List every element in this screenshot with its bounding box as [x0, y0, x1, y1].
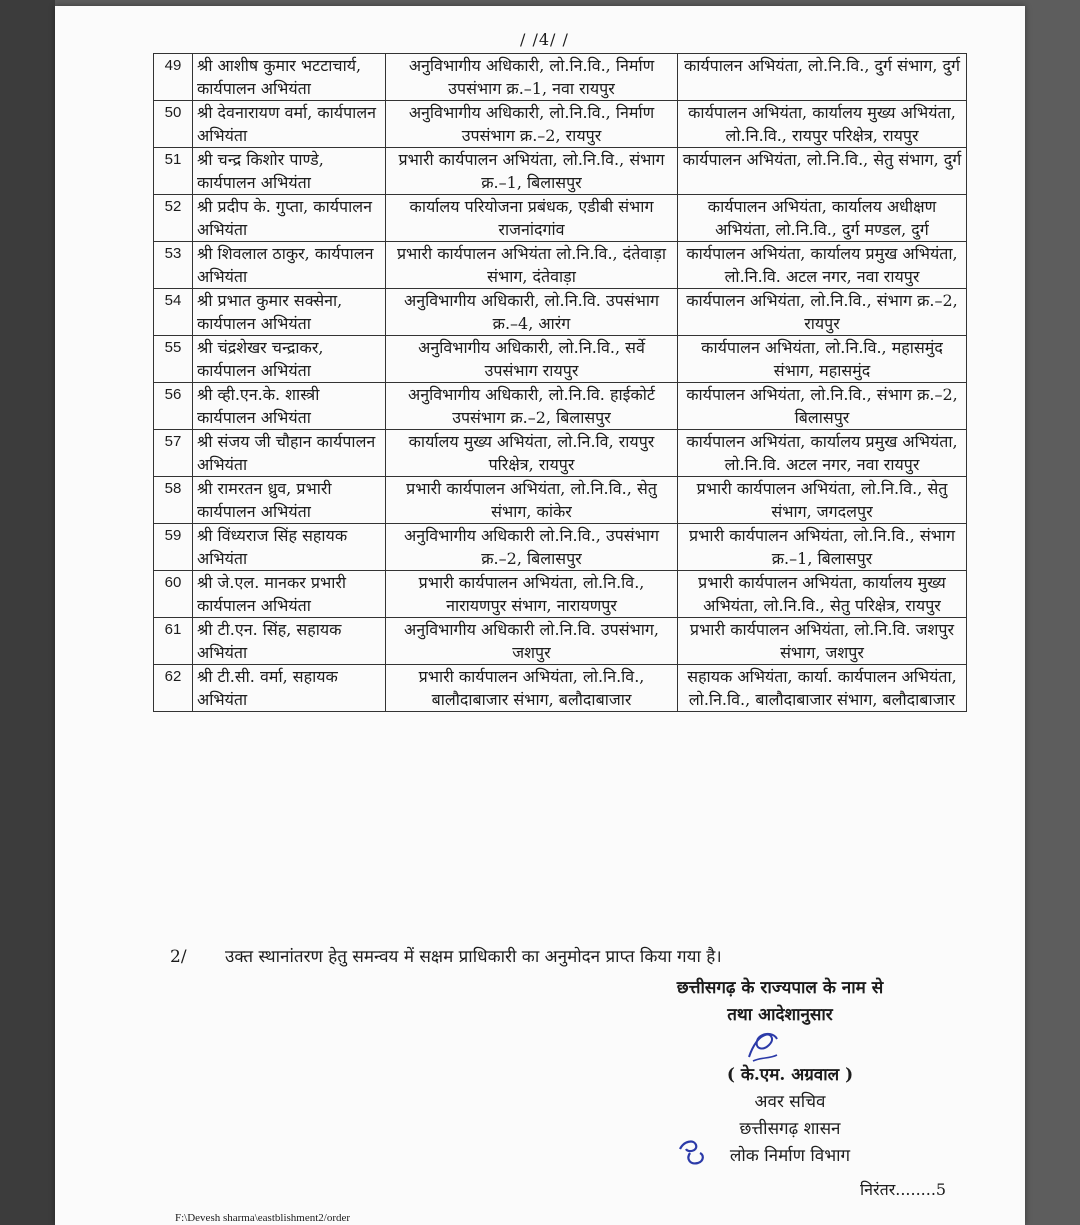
table-row	[154, 195, 967, 242]
current-posting-cell: प्रभारी कार्यपालन अभियंता, लो.नि.वि., संभाग क्र.–1, बिलासपुर	[386, 148, 678, 195]
officer-name-cell: श्री चंद्रशेखर चन्द्राकर, कार्यपालन अभियंता	[193, 336, 386, 383]
current-posting-cell: प्रभारी कार्यपालन अभियंता लो.नि.वि., दंतेवाड़ा संभाग, दंतेवाड़ा	[386, 242, 678, 289]
order-line-1: छत्तीसगढ़ के राज्यपाल के नाम से	[676, 978, 884, 998]
page-number: / /4/ /	[520, 30, 569, 49]
table-row	[154, 54, 967, 101]
current-posting-cell: कार्यालय मुख्य अभियंता, लो.नि.वि, रायपुर परिक्षेत्र, रायपुर	[386, 430, 678, 477]
new-posting-cell: सहायक अभियंता, कार्या. कार्यपालन अभियंता, लो.नि.वि., बालौदाबाजार संभाग, बलौदाबाजार	[678, 665, 967, 712]
new-posting-cell: कार्यपालन अभियंता, कार्यालय मुख्य अभियंता, लो.नि.वि., रायपुर परिक्षेत्र, रायपुर	[678, 101, 967, 148]
officer-name-cell: श्री शिवलाल ठाकुर, कार्यपालन अभियंता	[193, 242, 386, 289]
table-row	[154, 524, 967, 571]
table-row	[154, 383, 967, 430]
officer-name-cell: श्री विंध्यराज सिंह सहायक अभियंता	[193, 524, 386, 571]
current-posting-cell: कार्यालय परियोजना प्रबंधक, एडीबी संभाग राजनांदगांव	[386, 195, 678, 242]
continued-note: निरंतर........5	[860, 1180, 947, 1199]
officer-name-cell: श्री टी.एन. सिंह, सहायक अभियंता	[193, 618, 386, 665]
serial-number-cell: 61	[154, 618, 193, 665]
serial-number-cell: 57	[154, 430, 193, 477]
signature-mark	[743, 1027, 783, 1067]
signatory-department: लोक निर्माण विभाग	[729, 1146, 851, 1166]
signatory-designation: अवर सचिव	[754, 1092, 826, 1112]
table-row	[154, 289, 967, 336]
table-row	[154, 477, 967, 524]
officer-name-cell: श्री प्रभात कुमार सक्सेना, कार्यपालन अभियंता	[193, 289, 386, 336]
table-row	[154, 665, 967, 712]
new-posting-cell: कार्यपालन अभियंता, लो.नि.वि., दुर्ग संभाग, दुर्ग	[678, 54, 967, 101]
signatory-name: ( के.एम. अग्रवाल )	[726, 1065, 854, 1085]
serial-number-cell: 51	[154, 148, 193, 195]
officer-name-cell: श्री देवनारायण वर्मा, कार्यपालन अभियंता	[193, 101, 386, 148]
serial-number-cell: 60	[154, 571, 193, 618]
serial-number-cell: 54	[154, 289, 193, 336]
officer-name-cell: श्री व्ही.एन.के. शास्त्री कार्यपालन अभियंता	[193, 383, 386, 430]
table-row	[154, 101, 967, 148]
serial-number-cell: 56	[154, 383, 193, 430]
note-number: 2/	[170, 947, 187, 967]
new-posting-cell: प्रभारी कार्यपालन अभियंता, लो.नि.वि., संभाग क्र.–1, बिलासपुर	[678, 524, 967, 571]
current-posting-cell: अनुविभागीय अधिकारी, लो.नि.वि., निर्माण उपसंभाग क्र.–2, रायपुर	[386, 101, 678, 148]
serial-number-cell: 62	[154, 665, 193, 712]
serial-number-cell: 49	[154, 54, 193, 101]
signatory-government: छत्तीसगढ़ शासन	[739, 1119, 841, 1139]
table-row	[154, 336, 967, 383]
new-posting-cell: कार्यपालन अभियंता, कार्यालय प्रमुख अभियंता, लो.नि.वि. अटल नगर, नवा रायपुर	[678, 430, 967, 477]
new-posting-cell: कार्यपालन अभियंता, कार्यालय अधीक्षण अभियंता, लो.नि.वि., दुर्ग मण्डल, दुर्ग	[678, 195, 967, 242]
new-posting-cell: कार्यपालन अभियंता, लो.नि.वि., संभाग क्र.–2, रायपुर	[678, 289, 967, 336]
serial-number-cell: 52	[154, 195, 193, 242]
officer-name-cell: श्री रामरतन ध्रुव, प्रभारी कार्यपालन अभियंता	[193, 477, 386, 524]
serial-number-cell: 55	[154, 336, 193, 383]
new-posting-cell: प्रभारी कार्यपालन अभियंता, लो.नि.वि., सेतु संभाग, जगदलपुर	[678, 477, 967, 524]
table-row	[154, 618, 967, 665]
transfer-table	[153, 53, 967, 712]
initial-mark	[676, 1135, 708, 1169]
current-posting-cell: प्रभारी कार्यपालन अभियंता, लो.नि.वि., नारायणपुर संभाग, नारायणपुर	[386, 571, 678, 618]
current-posting-cell: प्रभारी कार्यपालन अभियंता, लो.नि.वि., सेतु संभाग, कांकेर	[386, 477, 678, 524]
table-row	[154, 571, 967, 618]
current-posting-cell: अनुविभागीय अधिकारी, लो.नि.वि. हाईकोर्ट उपसंभाग क्र.–2, बिलासपुर	[386, 383, 678, 430]
scan-shadow	[0, 0, 55, 1225]
current-posting-cell: अनुविभागीय अधिकारी, लो.नि.वि., निर्माण उपसंभाग क्र.–1, नवा रायपुर	[386, 54, 678, 101]
officer-name-cell: श्री आशीष कुमार भटटाचार्य, कार्यपालन अभियंता	[193, 54, 386, 101]
serial-number-cell: 53	[154, 242, 193, 289]
officer-name-cell: श्री जे.एल. मानकर प्रभारी कार्यपालन अभियंता	[193, 571, 386, 618]
serial-number-cell: 50	[154, 101, 193, 148]
serial-number-cell: 59	[154, 524, 193, 571]
serial-number-cell: 58	[154, 477, 193, 524]
officer-name-cell: श्री चन्द्र किशोर पाण्डे, कार्यपालन अभियंता	[193, 148, 386, 195]
officer-name-cell: श्री टी.सी. वर्मा, सहायक अभियंता	[193, 665, 386, 712]
note-text: उक्त स्थानांतरण हेतु समन्वय में सक्षम प्राधिकारी का अनुमोदन प्राप्त किया गया है।	[225, 947, 722, 967]
new-posting-cell: कार्यपालन अभियंता, लो.नि.वि., संभाग क्र.–2, बिलासपुर	[678, 383, 967, 430]
new-posting-cell: कार्यपालन अभियंता, कार्यालय प्रमुख अभियंता, लो.नि.वि. अटल नगर, नवा रायपुर	[678, 242, 967, 289]
new-posting-cell: कार्यपालन अभियंता, लो.नि.वि., सेतु संभाग, दुर्ग	[678, 148, 967, 195]
new-posting-cell: कार्यपालन अभियंता, लो.नि.वि., महासमुंद संभाग, महासमुंद	[678, 336, 967, 383]
approval-note	[170, 944, 722, 967]
new-posting-cell: प्रभारी कार्यपालन अभियंता, लो.नि.वि. जशपुर संभाग, जशपुर	[678, 618, 967, 665]
officer-name-cell: श्री प्रदीप के. गुप्ता, कार्यपालन अभियंता	[193, 195, 386, 242]
table-row	[154, 148, 967, 195]
table-row	[154, 430, 967, 477]
current-posting-cell: अनुविभागीय अधिकारी लो.नि.वि., उपसंभाग क्र.–2, बिलासपुर	[386, 524, 678, 571]
table-row	[154, 242, 967, 289]
current-posting-cell: अनुविभागीय अधिकारी, लो.नि.वि. उपसंभाग क्र.–4, आरंग	[386, 289, 678, 336]
current-posting-cell: प्रभारी कार्यपालन अभियंता, लो.नि.वि., बालौदाबाजार संभाग, बलौदाबाजार	[386, 665, 678, 712]
order-authority	[600, 975, 960, 1029]
current-posting-cell: अनुविभागीय अधिकारी लो.नि.वि. उपसंभाग, जशपुर	[386, 618, 678, 665]
officer-name-cell: श्री संजय जी चौहान कार्यपालन अभियंता	[193, 430, 386, 477]
current-posting-cell: अनुविभागीय अधिकारी, लो.नि.वि., सर्वे उपसंभाग रायपुर	[386, 336, 678, 383]
new-posting-cell: प्रभारी कार्यपालन अभियंता, कार्यालय मुख्य अभियंता, लो.नि.वि., सेतु परिक्षेत्र, रायपुर	[678, 571, 967, 618]
order-line-2: तथा आदेशानुसार	[727, 1005, 833, 1025]
file-path: F:\Devesh sharma\eastblishment2/order	[175, 1212, 351, 1224]
